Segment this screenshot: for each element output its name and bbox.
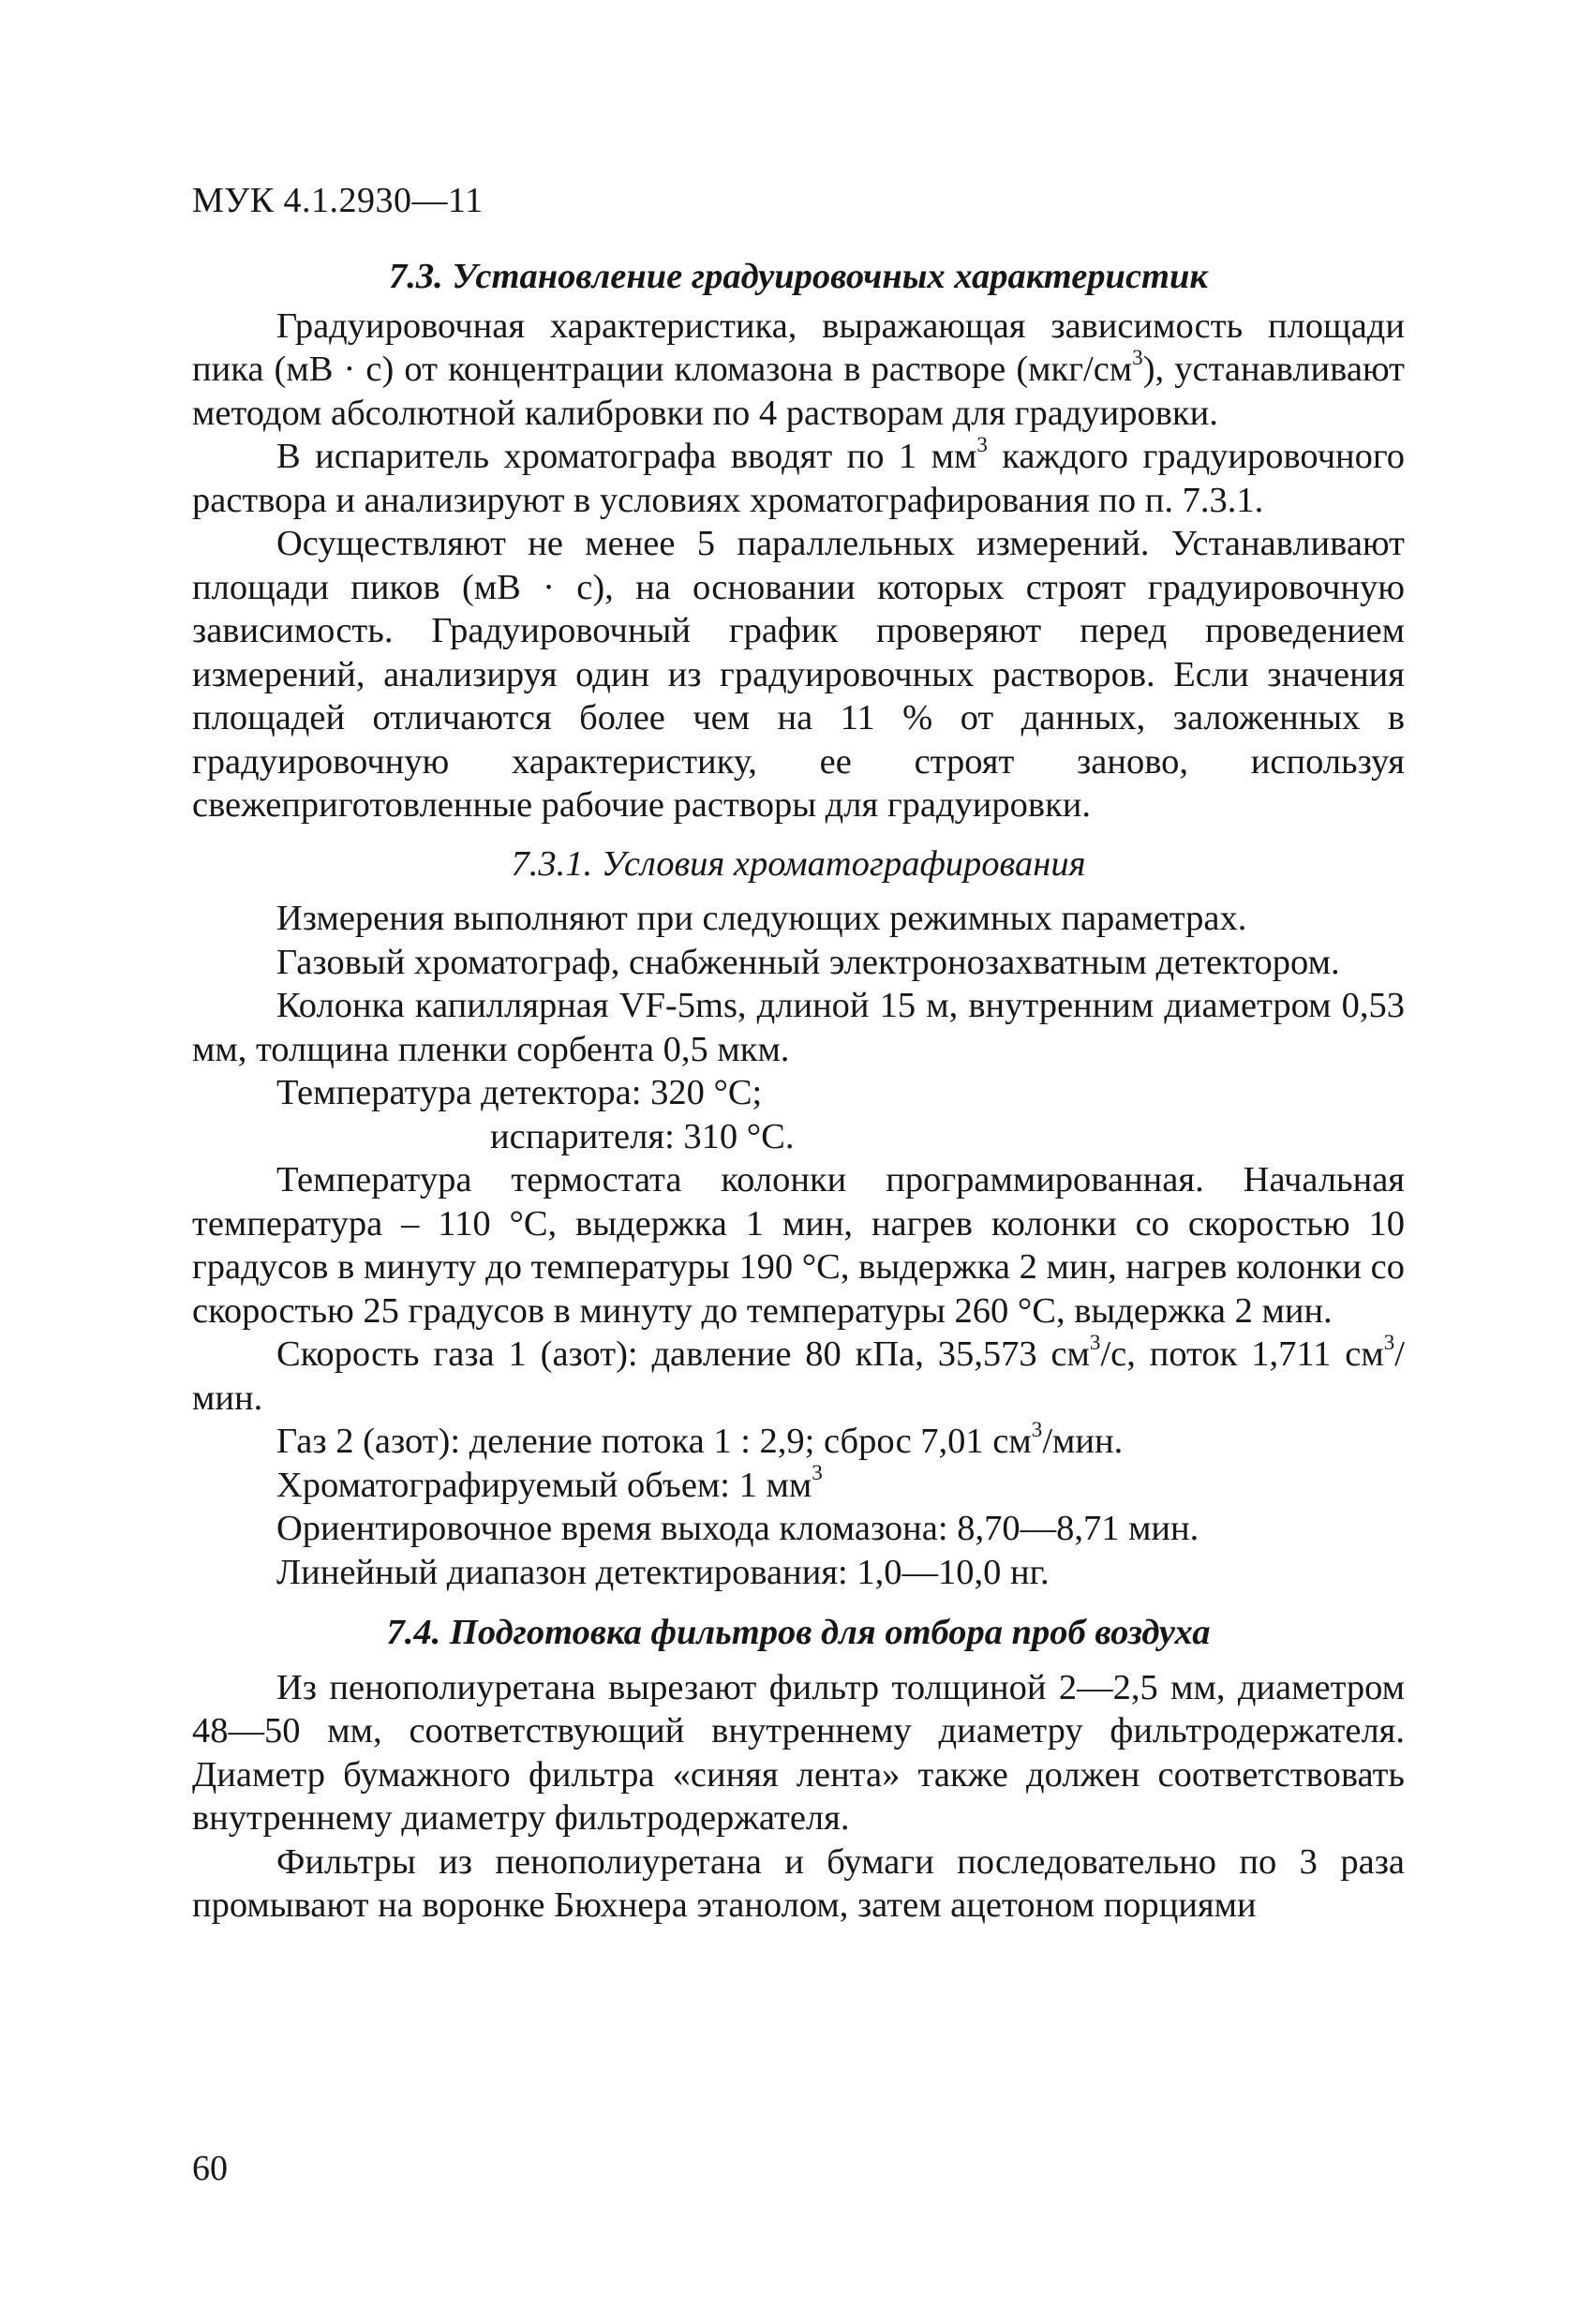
text-run: Из пенополиуретана вырезают фильтр толщиной 2—2,5 мм, диаметром 48—50 мм, соответствующий внутреннему диаметру фильтродержателя. Диаметр бумажного фильтра «синяя лента» также должен соответствовать внутреннему диаметру фильтродержателя.	[192, 1667, 1405, 1838]
text-run: /с, поток 1,711 см	[1100, 1334, 1384, 1374]
text-run: Температура детектора: 320 °С;	[276, 1073, 763, 1112]
paragraph-mode-parameters	[192, 897, 1405, 941]
paragraph-thermostat-program	[192, 1158, 1405, 1333]
paragraph-injection	[192, 431, 1405, 522]
paragraph-linear-range	[192, 1551, 1405, 1595]
page-number: 60	[192, 2149, 228, 2188]
superscript-exponent: 3	[1383, 1329, 1395, 1354]
paragraph-column	[192, 984, 1405, 1071]
section-7-3-1-heading	[192, 842, 1405, 886]
text-run: 7.4. Подготовка фильтров для отбора проб воздуха	[386, 1613, 1211, 1652]
text-run: В испаритель хроматографа вводят по 1 мм	[276, 437, 977, 476]
text-run: /мин.	[192, 1334, 1405, 1418]
text-run: Газ 2 (азот): деление потока 1 : 2,9; сброс 7,01 см	[276, 1422, 1032, 1461]
text-run: Осуществляют не менее 5 параллельных измерений. Устанавливают площади пиков (мВ · с), на основании которых строят градуировочную зависимость. Градуировочный график проверяют перед проведением измерений, анализируя один из градуировочных растворов. Если значения площадей отличаются более чем на 11 % от данных, заложенных в градуировочную характеристику, ее строят заново, используя свежеприготовленные рабочие растворы для градуировки.	[192, 524, 1405, 825]
paragraph-retention-time	[192, 1507, 1405, 1551]
superscript-exponent: 3	[1031, 1416, 1043, 1441]
text-run: Ориентировочное время выхода кломазона: 8,70—8,71 мин.	[276, 1509, 1199, 1548]
text-run: Фильтры из пенополиуретана и бумаги последовательно по 3 раза промывают на воронке Бюхнера этанолом, затем ацетоном порциями	[192, 1841, 1405, 1925]
paragraph-evaporator-temperature	[192, 1115, 1405, 1159]
paragraph-injected-volume	[192, 1460, 1405, 1508]
paragraph-calibration-definition	[192, 305, 1405, 436]
section-7-3-heading	[192, 255, 1405, 299]
text-run: Температура термостата колонки программированная. Начальная температура – 110 °С, выдержка 1 мин, нагрев колонки со скоростью 10 градусов в минуту до температуры 190 °С, выдержка 2 мин, нагрев колонки со скоростью 25 градусов в минуту до температуры 260 °С, выдержка 2 мин.	[192, 1160, 1405, 1331]
text-run: испарителя: 310 °С.	[490, 1116, 795, 1156]
superscript-exponent: 3	[1132, 344, 1143, 369]
paragraph-gas-2	[192, 1416, 1405, 1464]
document-code: МУК 4.1.2930—11	[192, 181, 484, 220]
paragraph-filter-washing	[192, 1840, 1405, 1928]
text-run: Хроматографируемый объем: 1 мм	[276, 1465, 812, 1505]
paragraph-parallel-measurements	[192, 522, 1405, 827]
text-run: Измерения выполняют при следующих режимных параметрах.	[276, 899, 1247, 938]
paragraph-gas-1-speed	[192, 1329, 1405, 1420]
document-body	[192, 255, 1405, 1928]
paragraph-detector-temperature	[192, 1071, 1405, 1115]
text-run: 7.3.1. Условия хроматографирования	[511, 843, 1086, 884]
text-run: Градуировочная характеристика, выражающая зависимость площади пика (мВ · с) от концентрации кломазона в растворе (мкг/см	[192, 305, 1405, 389]
paragraph-gas-chromatograph	[192, 941, 1405, 985]
text-run: /мин.	[1042, 1422, 1124, 1461]
text-run: ), устанавливают методом абсолютной калибровки по 4 растворам для градуировки.	[192, 350, 1405, 433]
superscript-exponent: 3	[1089, 1329, 1101, 1354]
text-run: Газовый хроматограф, снабженный электронозахватным детектором.	[276, 942, 1340, 982]
section-7-4-heading	[192, 1611, 1405, 1655]
text-run: Линейный диапазон детектирования: 1,0—10,0 нг.	[276, 1552, 1050, 1592]
text-run: Колонка капиллярная VF-5ms, длиной 15 м, внутренним диаметром 0,53 мм, толщина пленки сорбента 0,5 мкм.	[192, 986, 1405, 1069]
superscript-exponent: 3	[812, 1460, 823, 1485]
text-run: 7.3. Установление градуировочных характеристик	[389, 257, 1208, 296]
paragraph-filter-cutting	[192, 1666, 1405, 1840]
superscript-exponent: 3	[976, 431, 988, 456]
text-run: каждого градуировочного раствора и анализируют в условиях хроматографирования по п. 7.3.1.	[192, 437, 1405, 520]
text-run: Скорость газа 1 (азот): давление 80 кПа, 35,573 см	[276, 1334, 1090, 1374]
